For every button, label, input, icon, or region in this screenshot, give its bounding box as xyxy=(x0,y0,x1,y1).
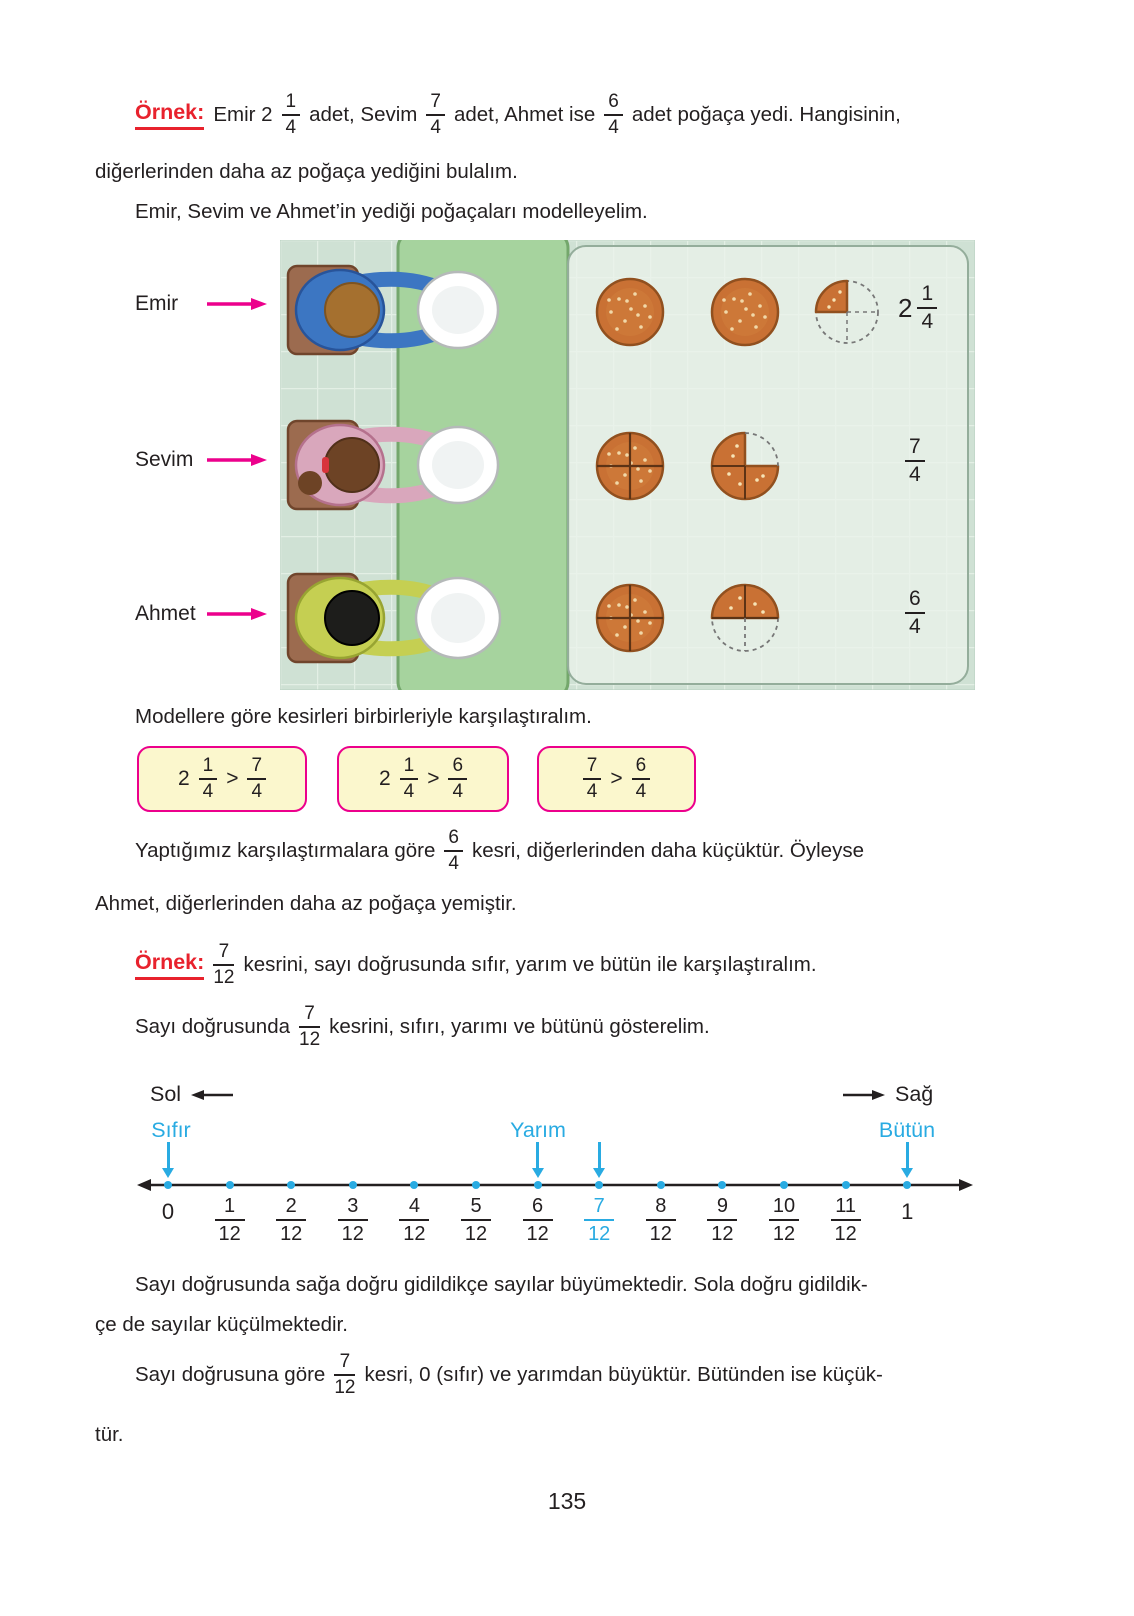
pointer-arrow-icon xyxy=(530,1142,546,1178)
whole-number: 2 xyxy=(378,767,391,790)
pastry-whole xyxy=(597,279,663,345)
conclusion-line2: Ahmet, diğerlerinden daha az poğaça yemiştir. xyxy=(95,892,517,915)
example1-line2: diğerlerinden daha az poğaça yediğini bulalım. xyxy=(95,160,518,183)
direction-right-label: Sağ xyxy=(895,1082,934,1106)
tick-label: $\frac{3}{12}$ xyxy=(338,1195,368,1245)
fraction-7-4 xyxy=(426,92,445,138)
model-fraction-emir xyxy=(898,283,937,333)
hair xyxy=(325,591,379,645)
fraction-6-4 xyxy=(444,828,463,874)
denominator: 4 xyxy=(452,781,464,802)
numerator: 7 xyxy=(299,1004,320,1028)
comparison-box-2 xyxy=(337,746,509,812)
comparison-operator: > xyxy=(226,767,239,790)
pastry-whole xyxy=(712,279,778,345)
tick-dot xyxy=(657,1181,665,1189)
tick-label: $\frac{6}{12}$ xyxy=(523,1195,553,1245)
fraction xyxy=(448,756,467,802)
closing-p2-line2: tür. xyxy=(95,1423,124,1446)
ponytail xyxy=(298,471,322,495)
numerator: 1 xyxy=(199,756,218,780)
denominator: 4 xyxy=(448,852,459,874)
kid-name: Sevim xyxy=(135,448,194,471)
denominator: 4 xyxy=(430,116,441,138)
fraction xyxy=(917,283,937,333)
pastry-three-quarters xyxy=(712,433,778,499)
tick-dot xyxy=(349,1181,357,1189)
text-segment: kesrini, sıfırı, yarımı ve bütünü gösterelim. xyxy=(329,1014,710,1038)
comparison-operator: > xyxy=(610,767,623,790)
left-arrow-icon xyxy=(191,1088,233,1102)
model-label-ahmet xyxy=(135,602,267,626)
fraction xyxy=(905,436,925,486)
numerator: 6 xyxy=(448,756,467,780)
pointer-arrow-icon xyxy=(160,1142,176,1178)
example1-line1 xyxy=(135,92,901,138)
denominator: 4 xyxy=(921,310,934,334)
text-segment: Sayı doğrusuna göre xyxy=(135,1362,326,1386)
numerator: 7 xyxy=(426,92,445,116)
tick-label: $\frac{4}{12}$ xyxy=(399,1195,429,1245)
comparison-box-1 xyxy=(137,746,307,812)
tick-label: $\frac{2}{12}$ xyxy=(276,1195,306,1245)
model-label-sevim xyxy=(135,448,267,472)
tick-label: 1 xyxy=(901,1199,914,1224)
denominator: 12 xyxy=(299,1028,321,1050)
text-segment: kesri, 0 (sıfır) ve yarımdan büyüktür. Bütünden ise küçük- xyxy=(364,1362,883,1386)
numerator: 7 xyxy=(334,1352,355,1376)
pastry-quartered-whole xyxy=(597,433,663,499)
fraction-7-12 xyxy=(213,942,234,988)
pink-arrow-icon xyxy=(205,452,267,468)
fraction-1-4 xyxy=(282,92,301,138)
text-segment: adet, Ahmet ise xyxy=(453,102,596,126)
plate-emir xyxy=(418,272,498,348)
tick-label: $\frac{1}{12}$ xyxy=(215,1195,245,1245)
direction-left-label: Sol xyxy=(150,1082,182,1106)
number-line xyxy=(135,1080,975,1270)
example2-line2 xyxy=(135,1004,710,1050)
denominator: 12 xyxy=(213,966,235,988)
kid-name: Emir xyxy=(135,292,179,315)
hair xyxy=(325,438,379,492)
tick-dot xyxy=(472,1181,480,1189)
whole-number: 2 xyxy=(177,767,190,790)
numerator: 6 xyxy=(604,92,623,116)
example2-line1 xyxy=(135,942,817,988)
text-segment: adet poğaça yedi. Hangisinin, xyxy=(631,102,901,126)
denominator: 4 xyxy=(403,781,415,802)
numerator: 7 xyxy=(583,756,602,780)
closing-p1-line2: çe de sayılar küçülmektedir. xyxy=(95,1313,348,1336)
hair xyxy=(325,283,379,337)
model-fraction-sevim xyxy=(905,436,925,486)
model-fraction-ahmet xyxy=(905,588,925,638)
comparison-intro: Modellere göre kesirleri birbirleriyle karşılaştıralım. xyxy=(135,705,592,728)
fraction-7-12 xyxy=(299,1004,320,1050)
text-segment: kesrini, sayı doğrusunda sıfır, yarım ve bütün ile karşılaştıralım. xyxy=(243,952,817,976)
tick-label: $\frac{11}{12}$ xyxy=(831,1195,861,1245)
direction-right xyxy=(843,1082,933,1107)
numerator: 1 xyxy=(917,283,937,309)
tick-dot xyxy=(780,1181,788,1189)
numerator: 7 xyxy=(247,756,266,780)
tick-label: 0 xyxy=(161,1199,175,1224)
example2-label: Örnek: xyxy=(135,950,204,980)
numerator: 6 xyxy=(905,588,925,614)
model-illustration xyxy=(280,240,975,690)
fraction xyxy=(400,756,419,802)
text-segment: kesri, diğerlerinden daha küçüktür. Öyleyse xyxy=(471,838,864,862)
denominator: 4 xyxy=(608,116,619,138)
whole-label: Bütün xyxy=(878,1118,936,1142)
fraction xyxy=(247,756,266,802)
tick-dot xyxy=(226,1181,234,1189)
tick-label: $\frac{9}{12}$ xyxy=(707,1195,737,1245)
closing-p2-line1 xyxy=(135,1352,883,1398)
denominator: 4 xyxy=(586,781,598,802)
page-number: 135 xyxy=(547,1488,587,1514)
pointer-arrow-icon xyxy=(899,1142,915,1178)
tick-label: $\frac{7}{12}$ xyxy=(584,1195,614,1245)
fraction xyxy=(905,588,925,638)
pink-arrow-icon xyxy=(205,296,267,312)
denominator: 4 xyxy=(251,781,263,802)
tick-label: $\frac{5}{12}$ xyxy=(461,1195,491,1245)
text-segment: Yaptığımız karşılaştırmalara göre xyxy=(135,838,436,862)
denominator: 4 xyxy=(285,116,297,138)
comparison-operator: > xyxy=(427,767,440,790)
hairband xyxy=(322,457,329,473)
conclusion-line1 xyxy=(135,828,864,874)
numerator: 7 xyxy=(905,436,925,462)
pink-arrow-icon xyxy=(205,606,267,622)
fraction xyxy=(583,756,602,802)
fraction-7-12 xyxy=(334,1352,355,1398)
direction-left xyxy=(150,1082,233,1107)
model-label-emir xyxy=(135,292,267,316)
pointer-arrow-icon xyxy=(591,1142,607,1178)
tick-label: $\frac{8}{12}$ xyxy=(646,1195,676,1245)
denominator: 4 xyxy=(909,615,921,639)
text-segment: adet, Sevim xyxy=(309,102,418,126)
tick-dot xyxy=(534,1181,542,1189)
numerator: 1 xyxy=(282,92,301,116)
model-scene-svg xyxy=(280,240,975,690)
numerator: 7 xyxy=(213,942,234,966)
tick-dot xyxy=(842,1181,850,1189)
fraction xyxy=(632,756,651,802)
pastry-quartered-whole xyxy=(597,585,663,651)
numerator: 1 xyxy=(400,756,419,780)
numerator: 6 xyxy=(632,756,651,780)
plate-sevim xyxy=(418,427,498,503)
zero-label: Sıfır xyxy=(151,1118,191,1142)
text-segment: Sayı doğrusunda xyxy=(135,1014,291,1038)
text-segment: Emir 2 xyxy=(213,102,273,126)
plate-ahmet xyxy=(416,578,500,658)
example1-label: Örnek: xyxy=(135,100,204,130)
fraction-6-4 xyxy=(604,92,623,138)
numerator: 6 xyxy=(444,828,463,852)
denominator: 4 xyxy=(635,781,647,802)
comparison-box-3 xyxy=(537,746,696,812)
whole-number: 2 xyxy=(898,292,913,323)
tick-dot xyxy=(164,1181,172,1189)
denominator: 12 xyxy=(334,1376,356,1398)
kid-name: Ahmet xyxy=(135,602,196,625)
denominator: 4 xyxy=(909,463,921,487)
fraction xyxy=(199,756,218,802)
half-label: Yarım xyxy=(510,1118,566,1142)
closing-p1-line1: Sayı doğrusunda sağa doğru gidildikçe sayılar büyümektedir. Sola doğru gidildik- xyxy=(135,1273,868,1296)
right-arrow-icon xyxy=(843,1088,885,1102)
example1-line3: Emir, Sevim ve Ahmet’in yediği poğaçaları modelleyelim. xyxy=(135,200,648,223)
tick-label: $\frac{10}{12}$ xyxy=(769,1195,799,1245)
denominator: 4 xyxy=(202,781,214,802)
